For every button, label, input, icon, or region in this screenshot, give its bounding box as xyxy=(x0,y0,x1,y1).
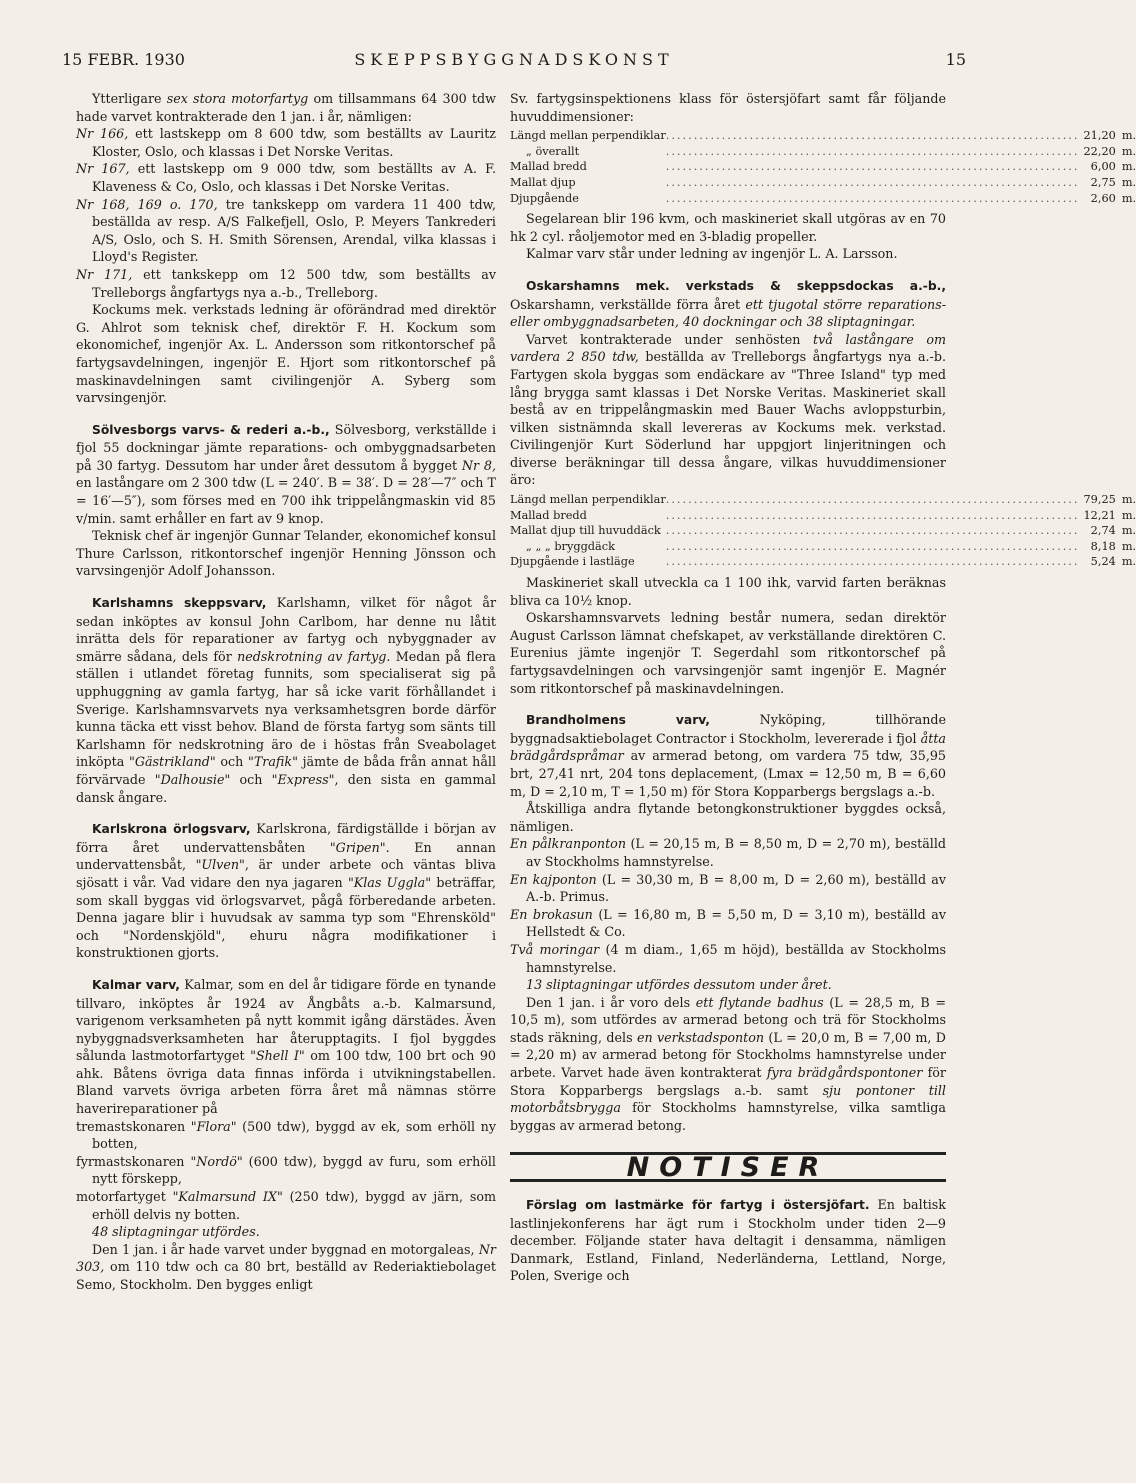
order-item: Nr 171, ett tankskepp om 12 500 tdw, som beställts av Trelleborgs ångfartygs nya a.-b., Trelleborg. xyxy=(76,266,496,300)
dimension-row: Längd mellan perpendiklar .......................................................................... 79,25 m. xyxy=(510,493,1136,507)
notis-paragraph: Förslag om lastmärke för fartyg i östersjöfart. En baltisk lastlinjekonferens har ägt rum i Stockholm under tiden 2—9 december. Följande stater hava deltagit i densamma, nämligen Danmark, Estland, Finland, Nederländerna, Lettland, Norge, Polen, Sverige och xyxy=(510,1197,946,1284)
brandholmen-current: Den 1 jan. i år voro dels ett flytande badhus (L = 28,5 m, B = 10,5 m), som utfördes av armerad betong och trä för Stockholms stads räkning, dels en verkstadsponton (L = 20,0 m, B = 7,00 m, D = 2,20 m) av armerad betong för Stockholms hamnstyrelse under arbete. Varvet hade även kontrakterat fyra brädgårdspontoner för Stora Kopparbergs bergslags a.-b. samt sju pontoner till motorbåtsbrygga för Stockholms hamnstyrelse, vilka samtliga byggas av armerad betong. xyxy=(510,994,946,1133)
kalmar-slip: 48 sliptagningar utfördes. xyxy=(92,1224,260,1240)
dimension-row: Djupgående .......................................................................... 2,60 m. xyxy=(510,191,1136,205)
brandholmen-paragraph: Brandholmens varv, Nyköping, tillhörande byggnadsaktiebolaget Contractor i Stockholm, levererade i fjol åtta brädgårdspråmar av armerad betong, om vardera 75 tdw, 35,95 brt, 27,41 nrt, 204 tons deplacement, (Lmax = 12,50 m, B = 6,60 m, D = 2,10 m, T = 1,50 m) för Stora Kopparbergs bergslags a.-b. xyxy=(510,712,947,799)
order-item: Nr 168, 169 o. 170, tre tankskepp om vardera 11 400 tdw, beställda av resp. A/S Falkefjell, Oslo, P. Meyers Tankrederi A/S, Oslo, och S. H. Smith Sörensen, Arendal, vilka klassas i Lloyd's Register. xyxy=(76,196,496,265)
dimension-row: „ „ „ bryggdäck .......................................................................... 8,18 m. xyxy=(526,539,1136,553)
construction-item: En pålkranponton (L = 20,15 m, B = 8,50 m, D = 2,70 m), beställd av Stockholms hamnstyrelse. xyxy=(510,836,946,869)
page-header xyxy=(62,50,966,76)
intro-paragraph: Ytterligare sex stora motorfartyg om tillsammans 64 300 tdw hade varvet kontrakterade den 1 jan. i år, nämligen: xyxy=(76,91,496,124)
solvesborg-heading: Sölvesborgs varvs- & rederi a.-b., xyxy=(92,422,330,437)
kalmar-heading: Kalmar varv, xyxy=(92,977,180,992)
machinery-paragraph: Maskineriet skall utveckla ca 1 100 ihk, varvid farten beräknas bliva ca 10½ knop. xyxy=(510,575,946,608)
left-column xyxy=(76,90,496,1294)
right-column xyxy=(510,90,1136,1285)
dimension-row: Mallat djup .......................................................................... 2,75 m. xyxy=(510,175,1136,189)
order-item: Nr 166, ett lastskepp om 8 600 tdw, som beställts av Lauritz Kloster, Oslo, och klassas i Det Norske Veritas. xyxy=(76,126,496,159)
karlskrona-paragraph: Karlskrona örlogsvarv, Karlskrona, färdigställde i början av förra året undervattensbåten "Gripen". En annan undervattensbåt, "Ulven", är under arbete och väntas bliva sjösatt i vår. Vad vidare den nya jagaren "Klas Uggla" beträffar, som skall byggas vid örlogsvarvet, pågå förberedande arbeten. Denna jagare blir i huvudsak av samma typ som "Ehrensköld" och "Nordenskjöld", ehuru några modifikationer i konstruktionen gjorts. xyxy=(76,821,497,961)
kalmar-paragraph: Kalmar varv, Kalmar, som en del år tidigare förde en tynande tillvaro, inköptes år 1924 av Ångbåts a.-b. Kalmarsund, varigenom verksamheten på nytt kommit igång därstädes. Även nybyggnadsverksamheten har återupptagits. I fjol byggdes sålunda lastmotorfartyget "Shell I" om 100 tdw, 100 brt och 90 ahk. Båtens övriga data finnas införda i utvikningstabellen. Bland varvets övriga arbeten förra året må nämnas större haverireparationer på xyxy=(76,976,497,1117)
construction-item: Två moringar (4 m diam., 1,65 m höjd), beställda av Stockholms hamnstyrelse. xyxy=(510,941,946,975)
repair-item: motorfartyget "Kalmarsund IX" (250 tdw), byggd av järn, som erhöll delvis ny botten. xyxy=(76,1189,497,1222)
order-item: Nr 167, ett lastskepp om 9 000 tdw, som beställts av A. F. Klaveness & Co, Oslo, och klassas i Det Norske Veritas. xyxy=(76,161,497,194)
issue-date: 15 FEBR. 1930 xyxy=(62,50,185,69)
repair-item: tremastskonaren "Flora" (500 tdw), byggd av ek, som erhöll ny botten, xyxy=(76,1118,496,1152)
brandholmen-heading: Brandholmens varv, xyxy=(526,713,710,728)
continued-paragraph: Sv. fartygsinspektionens klass för östersjöfart samt får följande huvuddimensioner: xyxy=(510,91,946,124)
page-number: 15 xyxy=(945,50,966,69)
journal-title: SKEPPSBYGGNADSKONST xyxy=(354,50,674,69)
solvesborg-paragraph: Sölvesborgs varvs- & rederi a.-b., Sölvesborg, verkställde i fjol 55 dockningar jämte reparations- och ombyggnadsarbeten på 30 fartyg. Dessutom har under året dessutom å bygget Nr 8, en lastångare om 2 300 tdw (L = 240′. B = 38′. D = 28′—7″ och T = 16′—5″), som förses med en 700 ihk trippelångmaskin vid 85 v/min. samt erhåller en fart av 9 knop. xyxy=(76,421,497,526)
solvesborg-staff: Teknisk chef är ingenjör Gunnar Telander, ekonomichef konsul Thure Carlsson, ritkontorschef ingenjör Henning Jönsson och varvsingenjör Adolf Johansson. xyxy=(76,528,496,579)
kalmar-management: Kalmar varv står under ledning av ingenjör L. A. Larsson. xyxy=(526,246,898,262)
dimension-row: Längd mellan perpendiklar .......................................................................... 21,20 m. xyxy=(510,129,1136,143)
dimensions-table-kalmar xyxy=(510,128,1136,206)
kockums-paragraph: Kockums mek. verkstads ledning är oförändrad med direktör G. Ahlrot som teknisk chef, direktör F. H. Kockum som ekonomichef, ingenjör Ax. L. Andersson som ritkontorschef på fartygsavdelningen, ingenjör E. Hjort som ritkontorschef på maskinavdelningen samt civilingenjör A. Syberg som varvsingenjör. xyxy=(76,302,496,406)
repair-item: fyrmastskonaren "Nordö" (600 tdw), byggd av furu, som erhöll nytt förskepp, xyxy=(76,1153,496,1187)
dimension-row: „ överallt .......................................................................... 22,20 m. xyxy=(526,144,1136,158)
brandholmen-other: Åtskilliga andra flytande betongkonstruktioner byggdes också, nämligen. xyxy=(510,801,946,834)
oskarshamn-paragraph: Oskarshamns mek. verkstads & skeppsdockas a.-b., Oskarshamn, verkställde förra året ett tjugotal större reparations- eller ombyggnadsarbeten, 40 dockningar och 38 sliptagningar. xyxy=(510,278,946,330)
kalmar-last: Den 1 jan. i år hade varvet under byggnad en motorgaleas, Nr 303, om 110 tdw och ca 80 brt, beställd av Rederiaktiebolaget Semo, Stockholm. Den bygges enligt xyxy=(76,1241,496,1292)
oskarshamn-management: Oskarshamnsvarvets ledning består numera, sedan direktör August Carlsson lämnat chefskapet, av verkställande direktören C. Eurenius jämte ingenjör T. Segerdahl som ritkontorschef på fartygsavdelningen och varvsingenjör samt ingenjör E. Magnér som ritkontorschef på maskinavdelningen. xyxy=(510,610,946,696)
dimension-row: Djupgående i lastläge .......................................................................... 5,24 m. xyxy=(510,555,1136,569)
construction-item: En brokasun (L = 16,80 m, B = 5,50 m, D = 3,10 m), beställd av Hellstedt & Co. xyxy=(510,906,946,940)
karlshamn-paragraph: Karlshamns skeppsvarv, Karlshamn, vilket för något år sedan inköptes av konsul John Carlbom, har denne nu låtit inrätta dels för reparationer av fartyg och nybyggnader av smärre sådana, dels för nedskrotning av fartyg. Medan på flera ställen i utlandet företag funnits, som specialiserat sig på upphuggning av gamla fartyg, har så icke varit förhållandet i Sverige. Karlshamnsvarvets nya verksamhetsgren borde därför kunna täcka ett visst behov. Bland de första fartyg som sänts till Karlshamn för nedskrotning äro de i höstas från Sveabolaget inköpta "Gästrikland" och "Trafik" jämte de båda från annat håll förvärvade "Dalhousie" och "Express", den sista en gammal dansk ångare. xyxy=(76,595,497,805)
karlshamn-heading: Karlshamns skeppsvarv, xyxy=(92,596,267,611)
oskarshamn-contract: Varvet kontrakterade under senhösten två lastångare om vardera 2 850 tdw, beställda av Trelleborgs ångfartygs nya a.-b. Fartygen skola byggas som endäckare av "Three Island" typ med lång brygga samt klassas i Det Norske Veritas. Maskineriet skall bestå av en trippelångmaskin med Bauer Wachs avloppsturbin, vilken sistnämnda skall levereras av Kockums mek. verkstad. Civilingenjör Kurt Söderlund har uppgjort linjeritningen och diverse beräkningar till dessa ångare, vilkas huvuddimensioner äro: xyxy=(510,331,946,488)
notiser-banner: NOTISER xyxy=(510,1152,946,1182)
oskarshamn-heading: Oskarshamns mek. verkstads & skeppsdockas a.-b., xyxy=(526,278,946,293)
brandholmen-slip: 13 sliptagningar utfördes dessutom under året. xyxy=(526,977,832,993)
notis-heading: Förslag om lastmärke för fartyg i östersjöfart. xyxy=(526,1198,870,1213)
karlskrona-heading: Karlskrona örlogsvarv, xyxy=(92,822,251,837)
dimension-row: Mallad bredd .......................................................................... 6,00 m. xyxy=(510,160,1136,174)
dimensions-table-oskarshamn xyxy=(510,492,1136,570)
dimension-row: Mallat djup till huvuddäck .......................................................................... 2,74 m. xyxy=(510,524,1136,538)
construction-item: En kajponton (L = 30,30 m, B = 8,00 m, D = 2,60 m), beställd av A.-b. Primus. xyxy=(510,871,946,905)
dimension-row: Mallad bredd .......................................................................... 12,21 m. xyxy=(510,508,1136,522)
sail-paragraph: Segelarean blir 196 kvm, och maskineriet skall utgöras av en 70 hk 2 cyl. råoljemotor med en 3-bladig propeller. xyxy=(510,211,946,244)
